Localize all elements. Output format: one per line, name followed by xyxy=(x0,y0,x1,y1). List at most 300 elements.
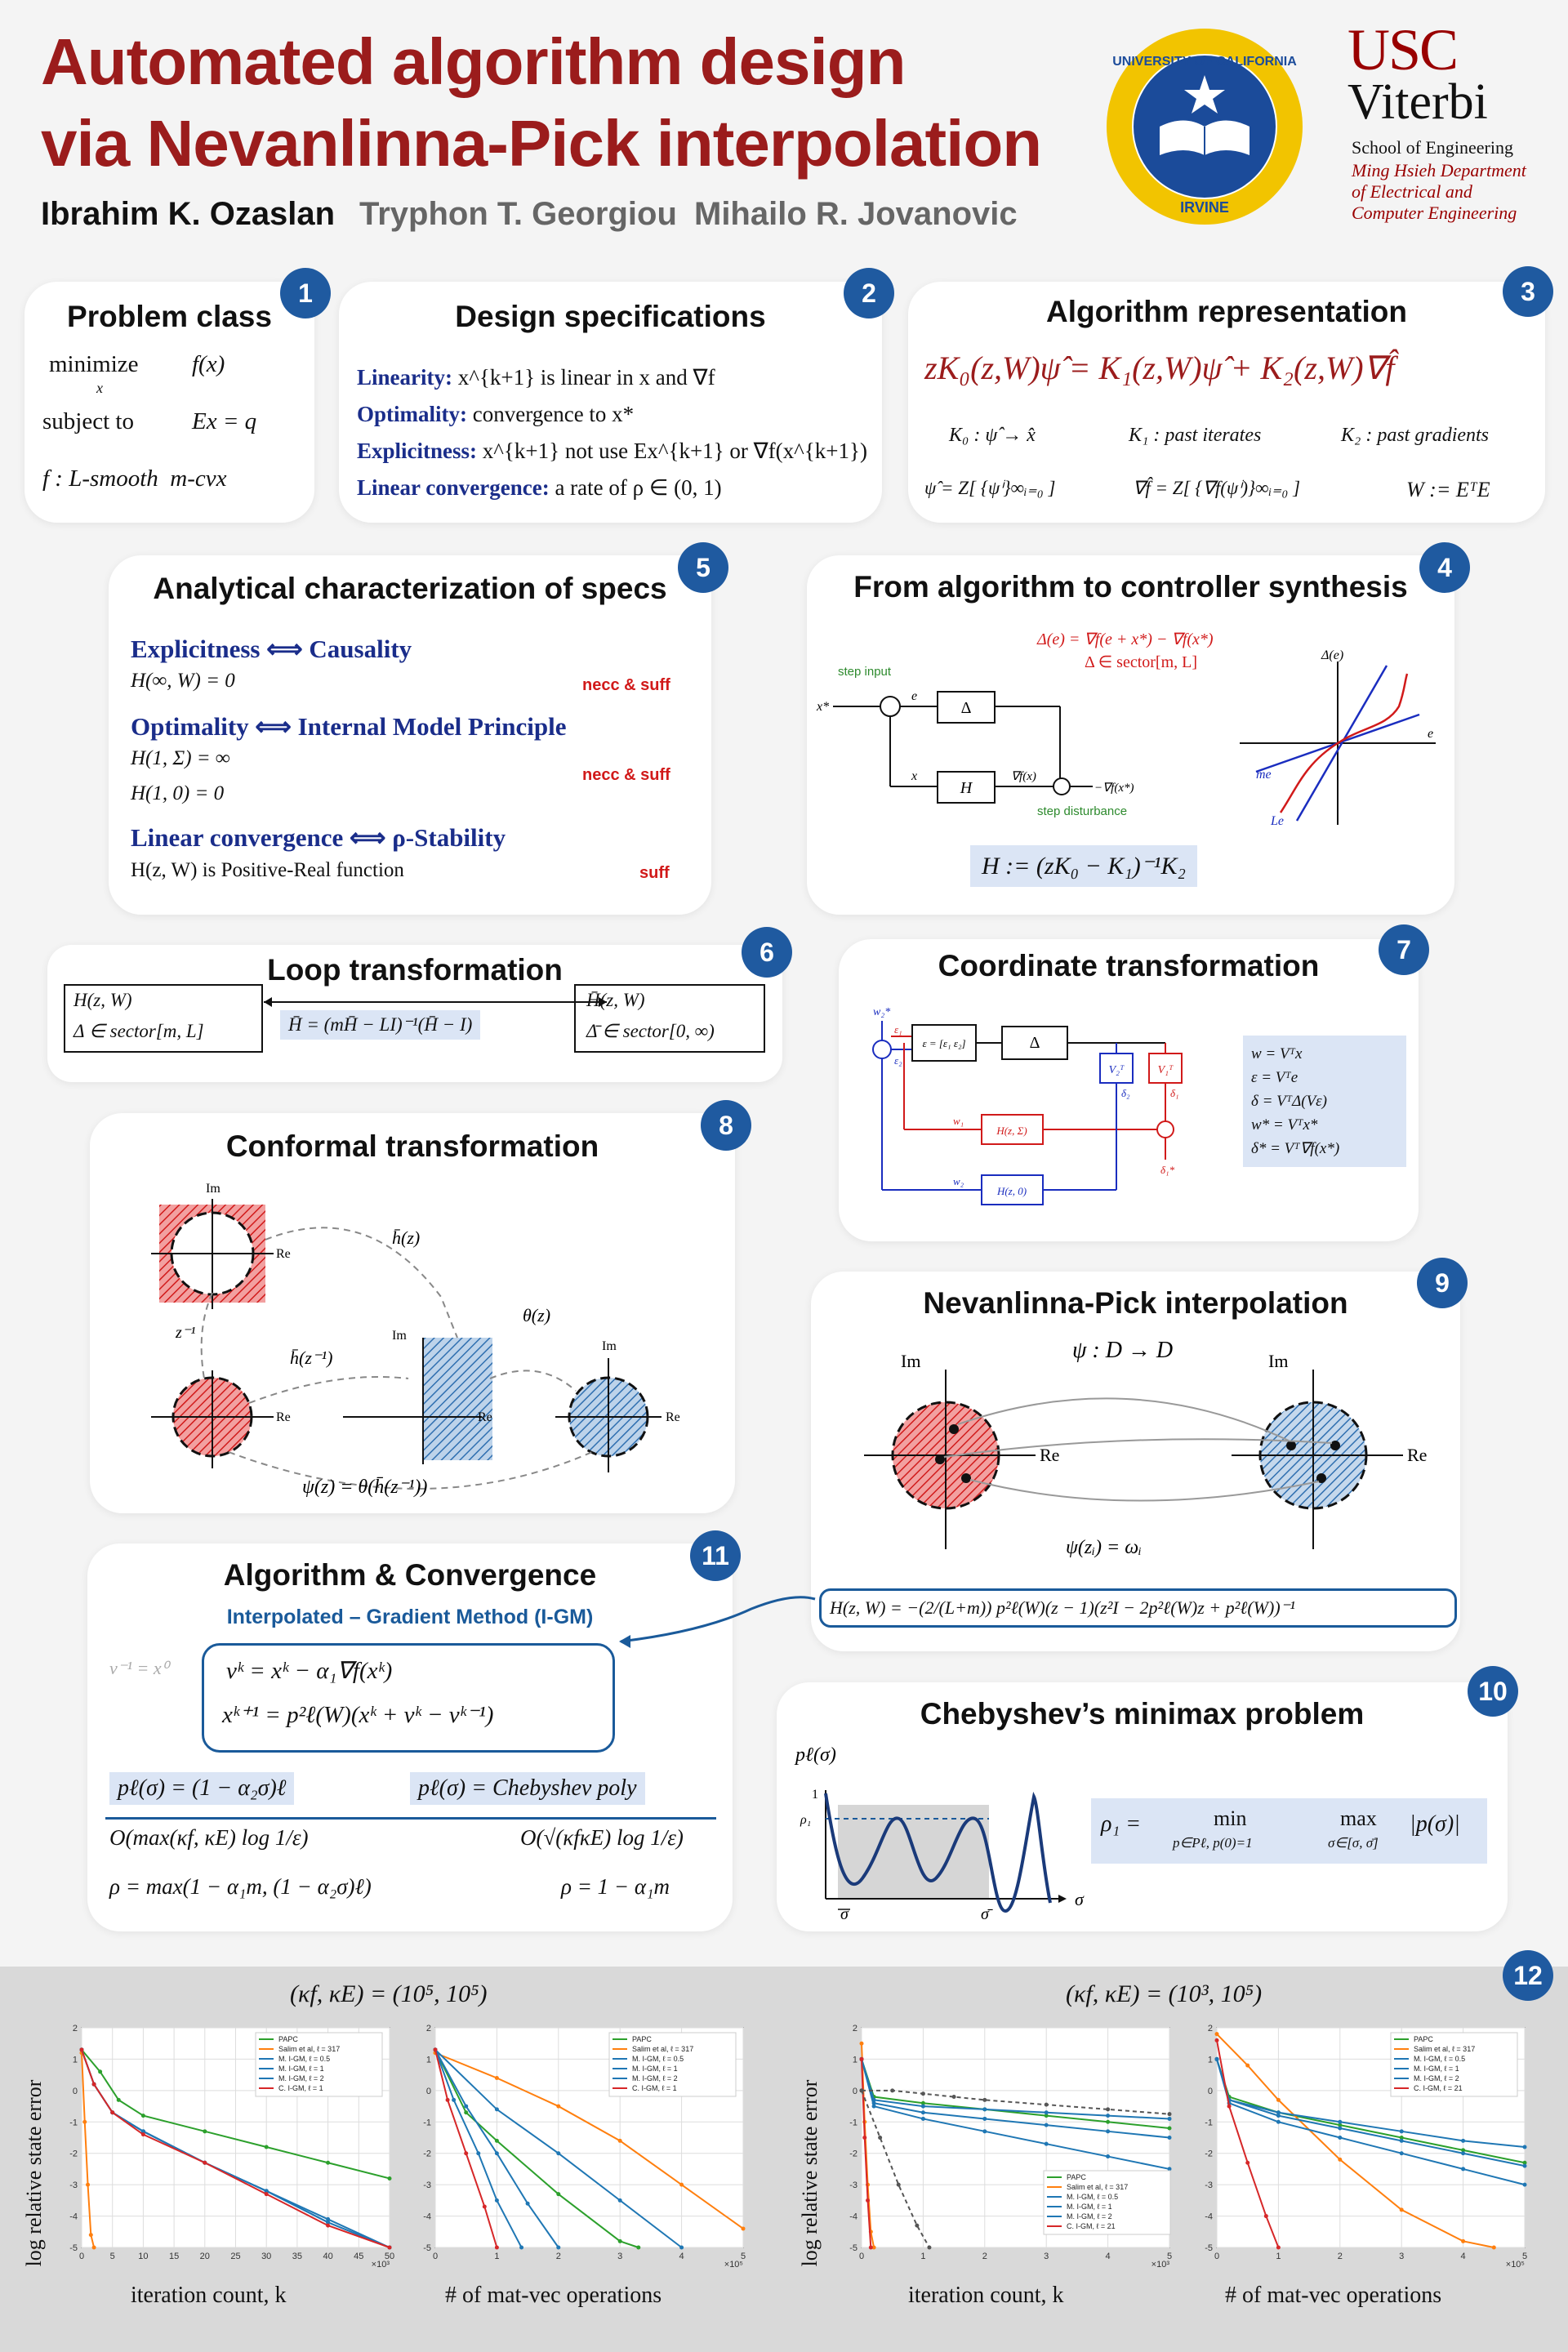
data-point xyxy=(1338,2158,1342,2162)
panel-nevanlinna-pick xyxy=(811,1272,1460,1651)
igm-subtitle: Interpolated – Gradient Method (I-GM) xyxy=(226,1606,594,1628)
x-unit-label: ×10⁵ xyxy=(724,2260,743,2270)
badge-3: 3 xyxy=(1503,266,1553,317)
data-point xyxy=(866,2198,870,2203)
spec-explicitness: Explicitness: x^{k+1} not use Ex^{k+1} or ∇f(x^{k+1}) xyxy=(357,439,867,463)
data-point xyxy=(742,2226,746,2230)
psi-composition: ψ(z) = θ(h̄(z⁻¹)) xyxy=(302,1477,428,1498)
panel-algorithm-representation xyxy=(908,282,1545,523)
row-optimality-eq1: H(1, Σ) = ∞ xyxy=(131,747,230,769)
y-tick-label: -5 xyxy=(1205,2243,1213,2253)
legend-entry: M. I-GM, ℓ = 2 xyxy=(1067,2212,1112,2221)
data-point xyxy=(464,2151,468,2155)
data-point xyxy=(1168,2117,1172,2121)
x-unit-label: ×10³ xyxy=(371,2260,390,2270)
x-tick-label: 5 xyxy=(1521,2252,1528,2261)
sigma-upper: σ̄ xyxy=(981,1905,989,1923)
function-class: f : L-smooth m-cvx xyxy=(42,466,227,492)
uci-seal-logo xyxy=(1102,24,1307,229)
x-tick-label: 4 xyxy=(679,2252,684,2261)
badge-1: 1 xyxy=(280,268,331,318)
step-input-label: step input xyxy=(838,665,892,679)
hbarinv-label: h̄(z⁻¹) xyxy=(290,1348,333,1368)
axis-e: e xyxy=(1428,727,1434,741)
x-tick-label: 5 xyxy=(740,2252,746,2261)
badge-7: 7 xyxy=(1379,924,1429,975)
sigma-lower: σ xyxy=(840,1905,849,1923)
data-point xyxy=(556,2192,560,2196)
author-2: Tryphon T. Georgiou xyxy=(359,196,677,232)
y-tick-label: 1 xyxy=(72,2055,78,2065)
data-point xyxy=(921,2117,925,2121)
data-point xyxy=(1276,2098,1281,2102)
data-point xyxy=(982,2098,987,2102)
H-parametrization: H(z, W) = −(2/(L+m)) p²ℓ(W)(z − 1)(z²I − 2p²ℓ(W)z + p²ℓ(W))⁻¹ xyxy=(819,1588,1457,1628)
data-point xyxy=(1523,2145,1527,2149)
data-point xyxy=(921,2105,925,2109)
data-point xyxy=(92,2246,96,2250)
data-point xyxy=(92,2082,96,2087)
left-sector: Δ ∈ sector[m, L] xyxy=(74,1021,204,1041)
y-tick-label: 2 xyxy=(425,2024,431,2034)
data-point xyxy=(82,2120,87,2124)
data-point xyxy=(89,2233,93,2237)
data-point xyxy=(860,2088,864,2092)
legend-entry: C. I-GM, ℓ = 21 xyxy=(1067,2222,1116,2230)
y-tick-label: -4 xyxy=(69,2212,78,2222)
row-optimality-note: necc & suff xyxy=(582,766,670,784)
badge-11: 11 xyxy=(690,1530,741,1581)
psi-hat-def: ψ̂ = Z[ {ψⁱ}∞ᵢ₌₀ ] xyxy=(924,478,1056,498)
x-tick-label: 5 xyxy=(1166,2252,1173,2261)
legend-entry: PAPC xyxy=(1414,2035,1433,2043)
panel-title: Coordinate transformation xyxy=(938,949,1320,982)
data-point xyxy=(141,2132,145,2136)
x-tick-label: 35 xyxy=(292,2252,303,2261)
y-tick-label: 1 xyxy=(1207,2055,1213,2065)
x-tick-label: 1 xyxy=(920,2252,926,2261)
data-point xyxy=(495,2076,499,2080)
data-point xyxy=(556,2105,560,2109)
row-optimality-eq2: H(1, 0) = 0 xyxy=(131,782,225,804)
w2star-label: w₂* xyxy=(873,1006,891,1018)
row-explicitness-note: necc & suff xyxy=(582,676,670,694)
badge-10: 10 xyxy=(1468,1666,1518,1717)
dept-line1: Ming Hsieh Department xyxy=(1352,160,1526,180)
v1-block: V₁ᵀ xyxy=(1157,1064,1174,1076)
data-point xyxy=(526,2202,530,2206)
y-tick-label: 1 xyxy=(425,2055,431,2065)
badge-12: 12 xyxy=(1503,1950,1553,2001)
data-point xyxy=(203,2161,207,2165)
legend-entry: Salim et al, ℓ = 317 xyxy=(278,2045,341,2053)
interpolation-condition: ψ(zᵢ) = ωᵢ xyxy=(1066,1537,1142,1558)
data-point xyxy=(464,2105,468,2109)
minimize-label: minimize xyxy=(49,351,139,377)
delta1star-label: δ₁* xyxy=(1160,1164,1175,1176)
panel-title: Conformal transformation xyxy=(225,1129,599,1163)
def-wstar: w* = Vᵀx* xyxy=(1251,1116,1318,1134)
eps1-label: ε₁ xyxy=(894,1023,902,1036)
data-point xyxy=(1045,2142,1049,2146)
usc-logo: USC xyxy=(1348,17,1458,82)
dept-line2: of Electrical and xyxy=(1352,181,1472,202)
loop-transform-eq: H̄ = (mH̄ − LI)⁻¹(H̄ − I) xyxy=(280,1010,480,1040)
grad-signal: ∇f(x) xyxy=(1011,770,1036,783)
feedback-block-diagram xyxy=(815,641,1223,829)
panel-design-specs xyxy=(339,282,882,523)
data-point xyxy=(897,2183,901,2187)
y-tick-label: -1 xyxy=(69,2118,78,2128)
y-tick-label: -5 xyxy=(423,2243,431,2253)
dept-line3: Computer Engineering xyxy=(1352,203,1517,223)
data-point xyxy=(862,2136,866,2140)
chart-left-matvec xyxy=(411,2021,750,2270)
badge-2: 2 xyxy=(844,268,894,318)
y-tick-label: -3 xyxy=(849,2180,858,2191)
H-block-label: H xyxy=(960,779,973,797)
legend-entry: M. I-GM, ℓ = 2 xyxy=(632,2074,678,2082)
y-tick-label: 2 xyxy=(852,2024,858,2034)
data-point xyxy=(982,2129,987,2133)
data-point xyxy=(1523,2183,1527,2187)
data-point xyxy=(982,2117,987,2121)
legend-entry: M. I-GM, ℓ = 0.5 xyxy=(1067,2193,1119,2201)
coordinate-block-diagram xyxy=(847,1000,1231,1233)
data-point xyxy=(1106,2107,1110,2111)
row-convergence-eq: H(z, W) is Positive-Real function xyxy=(131,859,404,881)
x-tick-label: 0 xyxy=(78,2252,85,2261)
connector-arrow xyxy=(604,1584,825,1650)
data-point xyxy=(98,2069,102,2074)
x-tick-label: 50 xyxy=(384,2252,395,2261)
row-optimality-head: Optimality ⟺ Internal Model Principle xyxy=(131,712,567,741)
x-tick-label: 0 xyxy=(1214,2252,1220,2261)
y-tick-label: -4 xyxy=(1205,2212,1213,2222)
data-point xyxy=(388,2176,392,2180)
legend-entry: M. I-GM, ℓ = 0.5 xyxy=(278,2055,331,2063)
data-point xyxy=(1461,2151,1465,2155)
row-convergence-head: Linear convergence ⟺ ρ-Stability xyxy=(131,823,506,852)
x-tick-label: 5 xyxy=(109,2252,115,2261)
one-tick: 1 xyxy=(812,1788,818,1802)
panel-title: Problem class xyxy=(67,300,272,333)
legend-entry: M. I-GM, ℓ = 1 xyxy=(278,2065,324,2073)
H-zero-block: H(z, 0) xyxy=(996,1185,1027,1197)
k2-def: K₂ : past gradients xyxy=(1341,425,1490,446)
data-point xyxy=(388,2246,392,2250)
panel-title: Chebyshev’s minimax problem xyxy=(920,1697,1365,1731)
def-delta: δ = VᵀΔ(Vε) xyxy=(1251,1093,1327,1110)
w-def: W := EᵀE xyxy=(1406,478,1490,501)
xlabel-4: # of mat-vec operations xyxy=(1225,2283,1442,2308)
legend-entry: PAPC xyxy=(1067,2173,1086,2181)
y-tick-label: -1 xyxy=(849,2118,858,2128)
subject-to-label: subject to xyxy=(42,408,134,434)
data-point xyxy=(1461,2167,1465,2171)
poster-title-line1: Automated algorithm design xyxy=(41,25,906,98)
panel-loop-transformation xyxy=(47,945,782,1082)
xlabel-3: iteration count, k xyxy=(908,2283,1064,2308)
data-point xyxy=(203,2129,207,2133)
data-point xyxy=(860,2057,864,2061)
w1-label: w₁ xyxy=(953,1115,964,1127)
im-label-right: Im xyxy=(1268,1351,1289,1371)
data-point xyxy=(1245,2064,1250,2068)
x-unit-label: ×10⁵ xyxy=(1505,2260,1525,2270)
legend-entry: M. I-GM, ℓ = 0.5 xyxy=(1414,2055,1466,2063)
legend-entry: Salim et al, ℓ = 317 xyxy=(632,2045,694,2053)
im-label-1: Im xyxy=(206,1182,220,1196)
data-point xyxy=(86,2183,90,2187)
data-point xyxy=(1276,2246,1281,2250)
y-tick-label: -5 xyxy=(849,2243,858,2253)
data-point xyxy=(80,2047,84,2051)
author-3: Mihailo R. Jovanovic xyxy=(694,196,1018,232)
def-w: w = Vᵀx xyxy=(1251,1045,1303,1062)
chart-left-iterations xyxy=(57,2021,396,2270)
legend-entry: M. I-GM, ℓ = 1 xyxy=(632,2065,678,2073)
y-tick-label: -5 xyxy=(69,2243,78,2253)
data-point xyxy=(483,2205,487,2209)
poly-right: pℓ(σ) = Chebyshev poly xyxy=(410,1772,645,1805)
re-label-3: Re xyxy=(478,1410,492,1424)
data-point xyxy=(326,2161,330,2165)
panel-title: Algorithm representation xyxy=(1046,295,1407,328)
data-point xyxy=(1215,2032,1219,2036)
minimax-lhs: ρ₁ = xyxy=(1101,1811,1142,1837)
data-point xyxy=(1400,2151,1404,2155)
data-point xyxy=(495,2139,499,2143)
x-tick-label: 1 xyxy=(494,2252,500,2261)
y-tick-label: -1 xyxy=(423,2118,431,2128)
data-point xyxy=(890,2088,894,2092)
data-point xyxy=(117,2098,121,2102)
legend-entry: M. I-GM, ℓ = 1 xyxy=(1414,2065,1459,2073)
spec-optimality: Optimality: convergence to x* xyxy=(357,402,635,426)
badge-9: 9 xyxy=(1417,1258,1468,1308)
x-tick-label: 4 xyxy=(1460,2252,1466,2261)
me-label: me xyxy=(1256,768,1272,782)
data-point xyxy=(679,2183,684,2187)
minimax-max: max xyxy=(1340,1806,1377,1830)
grad-hat-def: ∇f̂ = Z[ {∇f(ψⁱ)}∞ᵢ₌₀ ] xyxy=(1133,478,1301,498)
y-tick-label: 0 xyxy=(1207,2086,1213,2096)
data-point xyxy=(1227,2105,1232,2109)
y-tick-label: -1 xyxy=(1205,2118,1213,2128)
data-point xyxy=(1106,2129,1110,2133)
x-tick-label: 0 xyxy=(858,2252,865,2261)
minimax-max-sub: σ∈[σ, σ̄] xyxy=(1328,1835,1379,1851)
data-point xyxy=(1338,2126,1342,2130)
legend-entry: M. I-GM, ℓ = 2 xyxy=(278,2074,324,2082)
data-point xyxy=(636,2246,640,2250)
minimize-sub: x xyxy=(96,380,103,396)
igm-init: v⁻¹ = x⁰ xyxy=(109,1658,169,1678)
data-point xyxy=(1338,2120,1342,2124)
badge-5: 5 xyxy=(678,542,728,593)
minimax-equation xyxy=(1091,1798,1487,1864)
panel-title: Loop transformation xyxy=(267,953,563,987)
p-axis-label: pℓ(σ) xyxy=(795,1744,836,1766)
eps2-label: ε₂ xyxy=(894,1054,902,1067)
y-tick-label: 0 xyxy=(425,2086,431,2096)
im-label-3: Im xyxy=(392,1329,407,1343)
def-deltastar: δ* = Vᵀ∇f(x*) xyxy=(1251,1140,1340,1157)
H-sigma-block: H(z, Σ) xyxy=(996,1125,1027,1137)
data-point xyxy=(452,2098,456,2102)
rate-right: O(√(κfκE) log 1/ε) xyxy=(520,1825,684,1850)
x-tick-label: 40 xyxy=(323,2252,333,2261)
viterbi-wordmark: Viterbi xyxy=(1348,74,1488,130)
psi-map-label: ψ : D → D xyxy=(1072,1338,1174,1363)
neg-grad-xstar: −∇f(x*) xyxy=(1094,782,1134,795)
igm-eq1: vᵏ = xᵏ − α₁∇f(xᵏ) xyxy=(226,1658,393,1684)
panel-conformal-transformation xyxy=(90,1113,735,1513)
x-tick-label: 45 xyxy=(354,2252,364,2261)
y-tick-label: 0 xyxy=(852,2086,858,2096)
data-point xyxy=(265,2145,269,2149)
panel-title: Algorithm & Convergence xyxy=(223,1558,597,1592)
badge-4: 4 xyxy=(1419,542,1470,593)
data-point xyxy=(141,2114,145,2118)
right-sector: Δ̄ ∈ sector[0, ∞) xyxy=(586,1021,715,1041)
re-label-left: Re xyxy=(1040,1445,1060,1465)
left-kappa-title: (κf, κE) = (10⁵, 10⁵) xyxy=(290,1980,488,2007)
legend-entry: C. I-GM, ℓ = 21 xyxy=(1414,2084,1463,2092)
rho-right: ρ = 1 − α₁m xyxy=(561,1874,670,1899)
data-point xyxy=(618,2198,622,2203)
data-point xyxy=(1168,2126,1172,2130)
data-point xyxy=(878,2136,882,2140)
data-point xyxy=(921,2110,925,2114)
ylabel-left: log relative state error xyxy=(22,2079,46,2267)
data-point xyxy=(495,2198,499,2203)
hbar-label: h̄(z) xyxy=(392,1227,421,1248)
data-point xyxy=(464,2110,468,2114)
data-point xyxy=(860,2042,864,2046)
xlabel-2: # of mat-vec operations xyxy=(445,2283,662,2308)
panel-title: Design specifications xyxy=(455,300,766,333)
objective: f(x) xyxy=(192,351,225,377)
data-point xyxy=(519,2246,523,2250)
svg-text:IRVINE: IRVINE xyxy=(1180,199,1229,216)
minimax-min-sub: p∈Pℓ, p(0)=1 xyxy=(1173,1835,1253,1851)
data-point xyxy=(1338,2136,1342,2140)
legend-entry: Salim et al, ℓ = 317 xyxy=(1414,2045,1476,2053)
legend-entry: PAPC xyxy=(278,2035,298,2043)
x-tick-label: 3 xyxy=(1399,2252,1405,2261)
data-point xyxy=(679,2246,684,2250)
data-point xyxy=(556,2246,560,2250)
spec-linearity: Linearity: x^{k+1} is linear in x and ∇f xyxy=(357,365,715,390)
data-point xyxy=(1045,2103,1049,2107)
data-point xyxy=(556,2151,560,2155)
zinv-label: z⁻¹ xyxy=(176,1324,196,1342)
data-point xyxy=(869,2246,873,2250)
w2-label: w₂ xyxy=(953,1175,964,1187)
legend-entry: PAPC xyxy=(632,2035,652,2043)
y-tick-label: -2 xyxy=(423,2149,431,2159)
panel-coordinate-transformation xyxy=(839,939,1419,1241)
constraint: Ex = q xyxy=(192,408,257,434)
H-definition: H := (zK₀ − K₁)⁻¹K₂ xyxy=(970,845,1197,887)
y-tick-label: -3 xyxy=(1205,2180,1213,2191)
data-point xyxy=(1400,2129,1404,2133)
conformal-maps-diagram xyxy=(98,1174,727,1501)
data-point xyxy=(476,2151,480,2155)
data-point xyxy=(1045,2123,1049,2127)
im-label-left: Im xyxy=(901,1351,921,1371)
im-label-4: Im xyxy=(602,1339,617,1353)
data-point xyxy=(1492,2246,1496,2250)
data-point xyxy=(1461,2139,1465,2143)
row-explicitness-head: Explicitness ⟺ Causality xyxy=(131,635,412,663)
poster-title-line2: via Nevanlinna-Pick interpolation xyxy=(41,107,1042,180)
x-tick-label: 20 xyxy=(199,2252,210,2261)
badge-8: 8 xyxy=(701,1100,751,1151)
k0-def: K₀ : ψ̂ → x̂ xyxy=(949,425,1036,446)
data-point xyxy=(872,2105,876,2109)
y-tick-label: 1 xyxy=(852,2055,858,2065)
right-H: H̄(z, W) xyxy=(586,990,645,1010)
delta1-label: δ₁ xyxy=(1170,1087,1179,1099)
y-tick-label: -2 xyxy=(849,2149,858,2159)
re-label-2: Re xyxy=(276,1410,291,1424)
data-point xyxy=(1245,2161,1250,2165)
panel-analytical-characterization xyxy=(109,555,711,915)
chebyshev-plot xyxy=(789,1740,1116,1927)
data-point xyxy=(618,2139,622,2143)
data-point xyxy=(1168,2112,1172,2116)
x-tick-label: 0 xyxy=(432,2252,439,2261)
panel-title: Nevanlinna-Pick interpolation xyxy=(923,1286,1348,1320)
data-point xyxy=(1106,2154,1110,2158)
data-point xyxy=(1523,2164,1527,2168)
delta-block-label: Δ xyxy=(1029,1034,1040,1052)
np-interpolation-diagram xyxy=(844,1333,1432,1578)
sigma-axis-label: σ xyxy=(1075,1889,1084,1909)
poly-left: pℓ(σ) = (1 − α₂σ)ℓ xyxy=(109,1772,294,1805)
panel-controller-synthesis xyxy=(807,555,1454,915)
data-point xyxy=(982,2107,987,2111)
representation-eq: zK₀(z,W)ψ̂ = K₁(z,W)ψ̂ + K₂(z,W)∇f̂ xyxy=(924,350,1395,386)
svg-text:UNIVERSITY OF CALIFORNIA: UNIVERSITY OF CALIFORNIA xyxy=(1112,55,1297,69)
x-signal: x xyxy=(911,769,918,783)
x-tick-label: 2 xyxy=(555,2252,561,2261)
xstar-label: x* xyxy=(817,700,830,714)
data-point xyxy=(495,2107,499,2111)
y-tick-label: 2 xyxy=(1207,2024,1213,2034)
y-tick-label: -4 xyxy=(849,2212,858,2222)
author-1: Ibrahim K. Ozaslan xyxy=(41,196,336,232)
x-tick-label: 30 xyxy=(261,2252,272,2261)
x-tick-label: 2 xyxy=(1337,2252,1343,2261)
data-point xyxy=(326,2224,330,2228)
data-point xyxy=(110,2110,114,2114)
legend-entry: C. I-GM, ℓ = 1 xyxy=(632,2084,677,2092)
x-tick-label: 1 xyxy=(1276,2252,1281,2261)
re-label-4: Re xyxy=(666,1410,680,1424)
y-tick-label: -3 xyxy=(69,2180,78,2191)
ylabel-right: log relative state error xyxy=(798,2079,822,2267)
igm-eq2: xᵏ⁺¹ = p²ℓ(W)(xᵏ + vᵏ − vᵏ⁻¹) xyxy=(222,1702,494,1728)
data-point xyxy=(1400,2207,1404,2212)
legend-entry: Salim et al, ℓ = 317 xyxy=(1067,2183,1129,2191)
spec-linear-convergence: Linear convergence: a rate of ρ ∈ (0, 1) xyxy=(357,475,722,500)
data-point xyxy=(1461,2239,1465,2243)
data-point xyxy=(1215,2057,1219,2061)
